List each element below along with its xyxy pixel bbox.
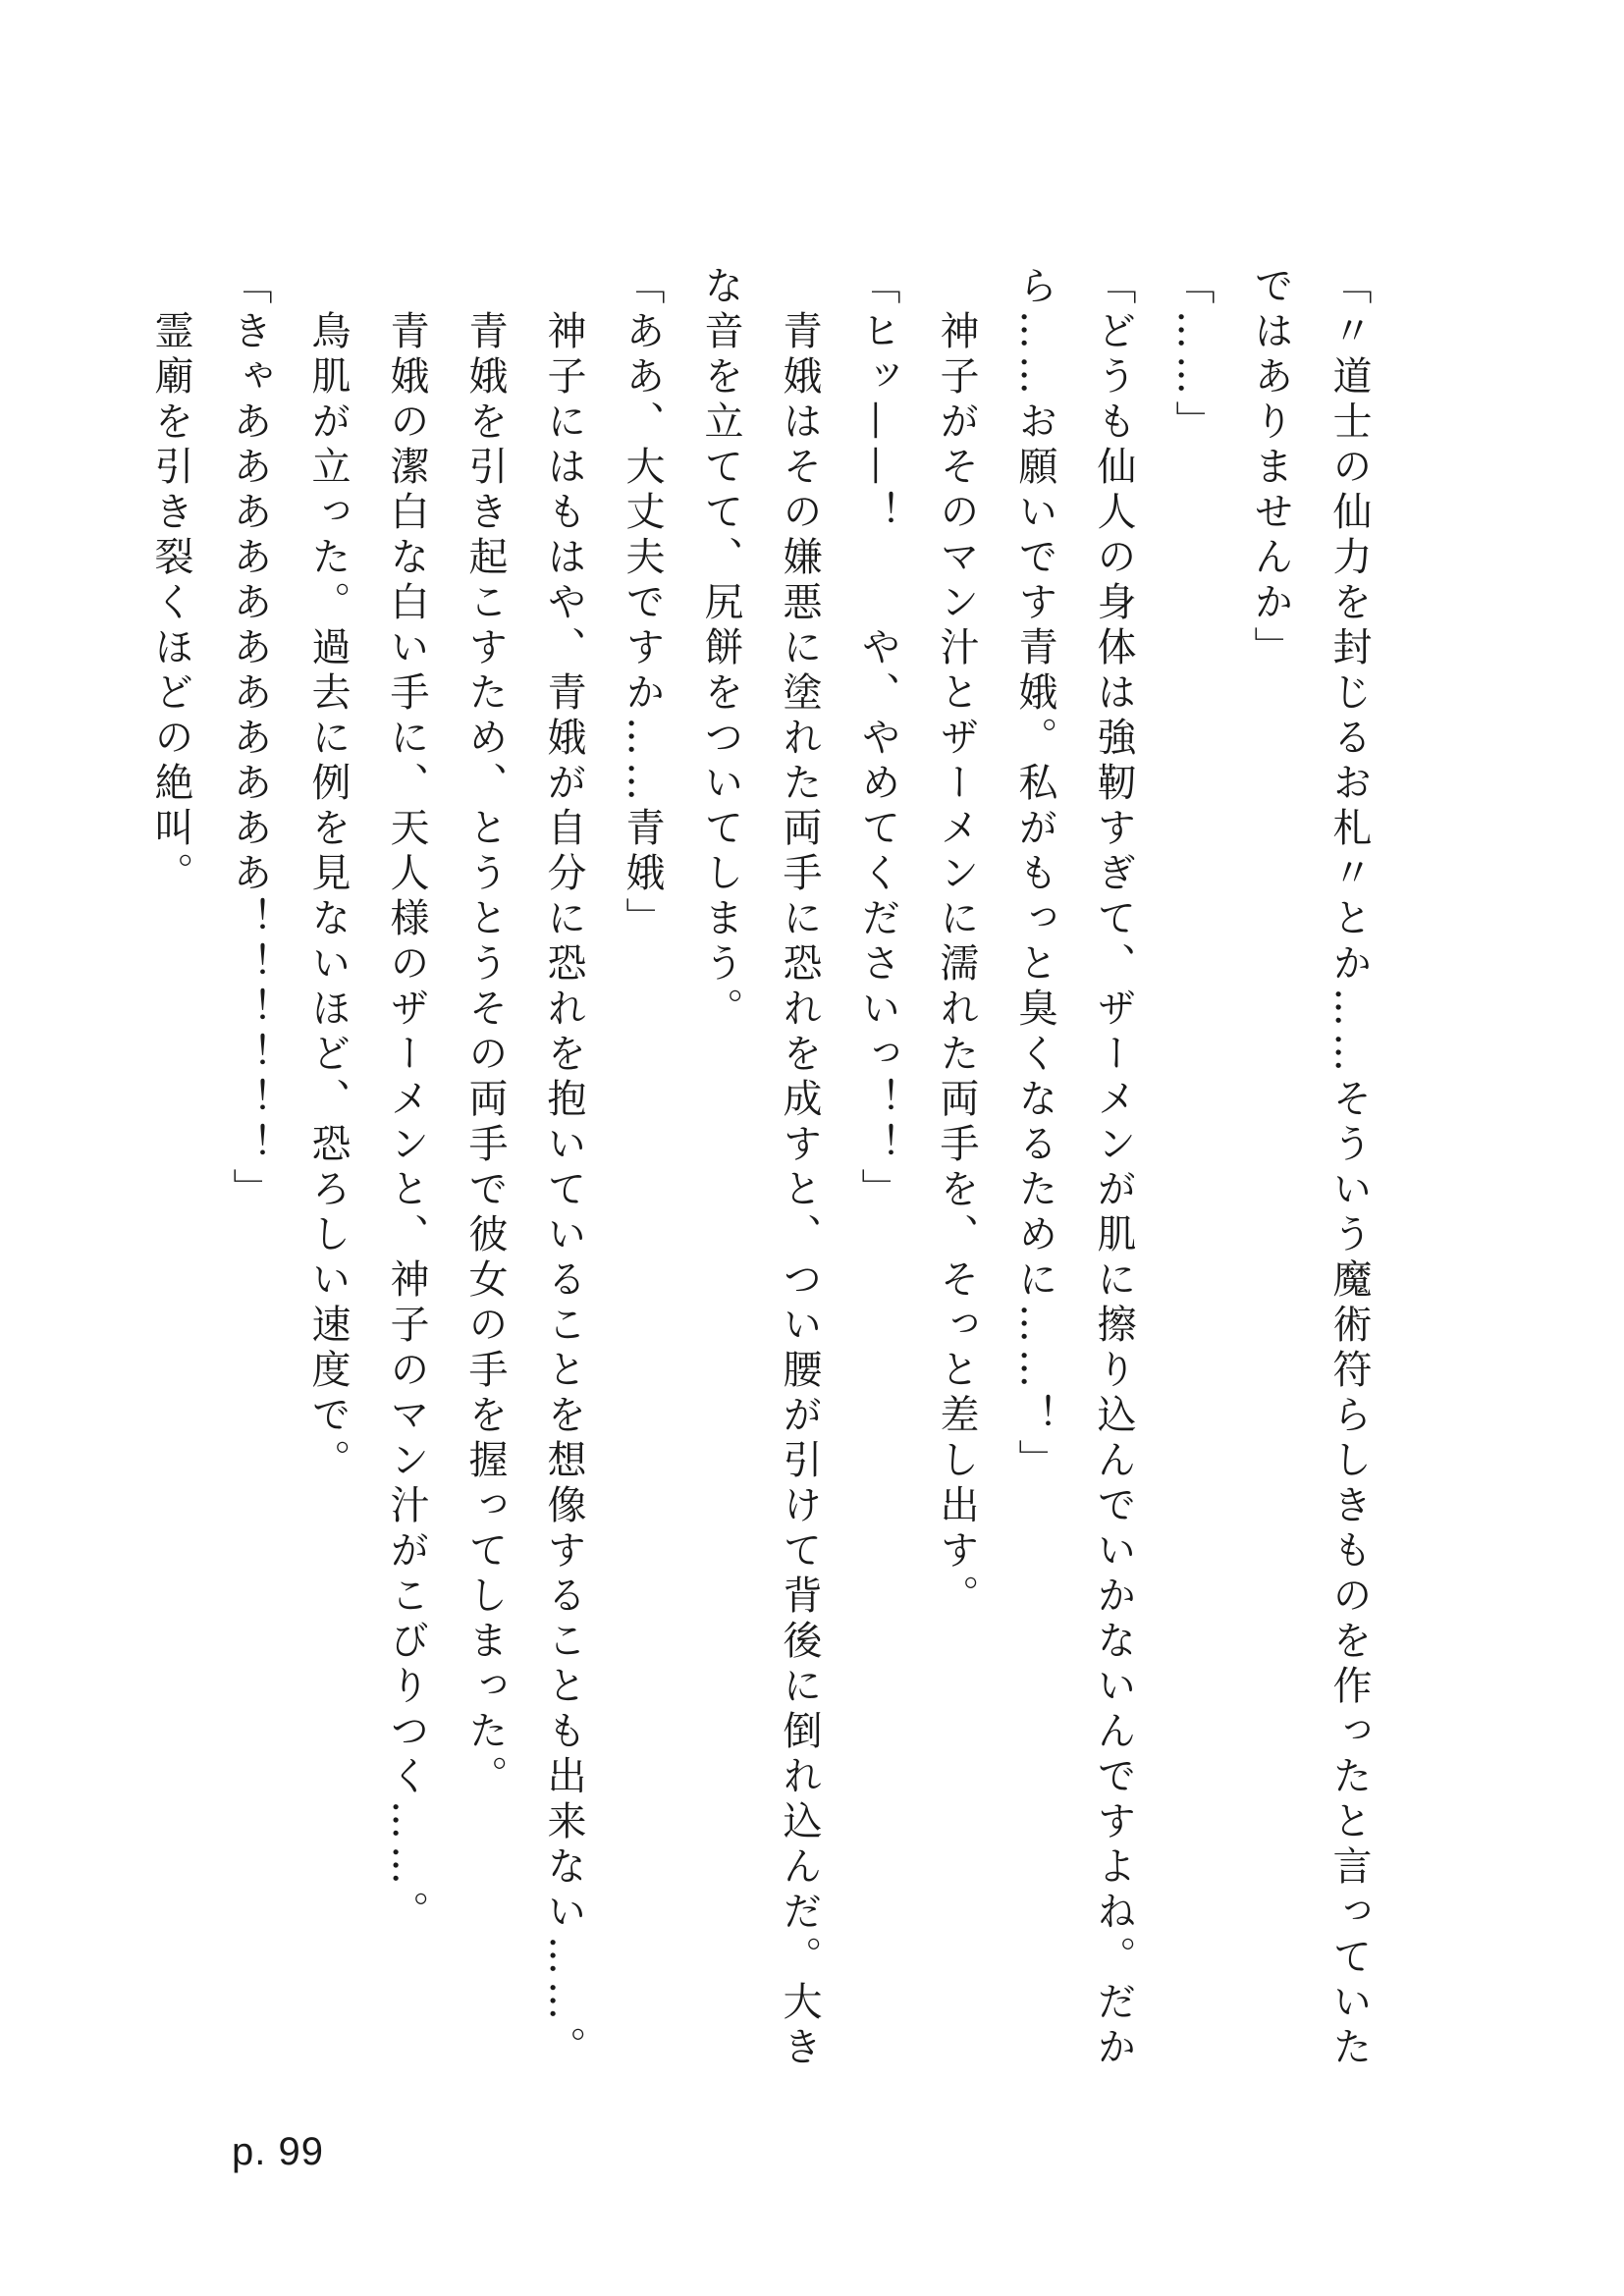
paragraph: 神子にはもはや、青娥が自分に恐れを抱いていることを想像することも出来ない……。: [541, 265, 586, 2071]
page-number: p. 99: [232, 2130, 324, 2173]
paragraph: 「〃道士の仙力を封じるお札〃とか……そういう魔術符らしきものを作ったと言っていたではありませんか」: [1248, 265, 1372, 2071]
paragraph: 神子がそのマン汁とザーメンに濡れた両手を、そっと差し出す。: [934, 265, 979, 1620]
paragraph: 「……」: [1169, 265, 1215, 446]
paragraph: 「ヒッ——！ や、やめてくださいっ！！」: [855, 265, 900, 1213]
paragraph: 青娥の潔白な白い手に、天人様のザーメンと、神子のマン汁がこびりつく……。: [384, 265, 429, 1936]
paragraph: 「きゃあああああああああああ！！！！！！」: [227, 265, 272, 1213]
paragraph: 「どうも仙人の身体は強靭すぎて、ザーメンが肌に擦り込んでいかないんですよね。だから……お願いです青娥。私がもっと臭くなるために……！」: [1012, 265, 1136, 2071]
paragraph: 青娥はその嫌悪に塗れた両手に恐れを成すと、つい腰が引けて背後に倒れ込んだ。大きな音を立てて、尻餅をついてしまう。: [698, 265, 822, 2071]
paragraph: 青娥を引き起こすため、とうとうその両手で彼女の手を握ってしまった。: [462, 265, 508, 1800]
paragraph: 鳥肌が立った。過去に例を見ないほど、恐ろしい速度で。: [305, 265, 351, 1484]
paragraph: 「ああ、大丈夫ですか……青娥」: [620, 265, 665, 942]
vertical-text-body: [132, 265, 1388, 2101]
paragraph: 霊廟を引き裂くほどの絶叫。: [148, 265, 193, 897]
